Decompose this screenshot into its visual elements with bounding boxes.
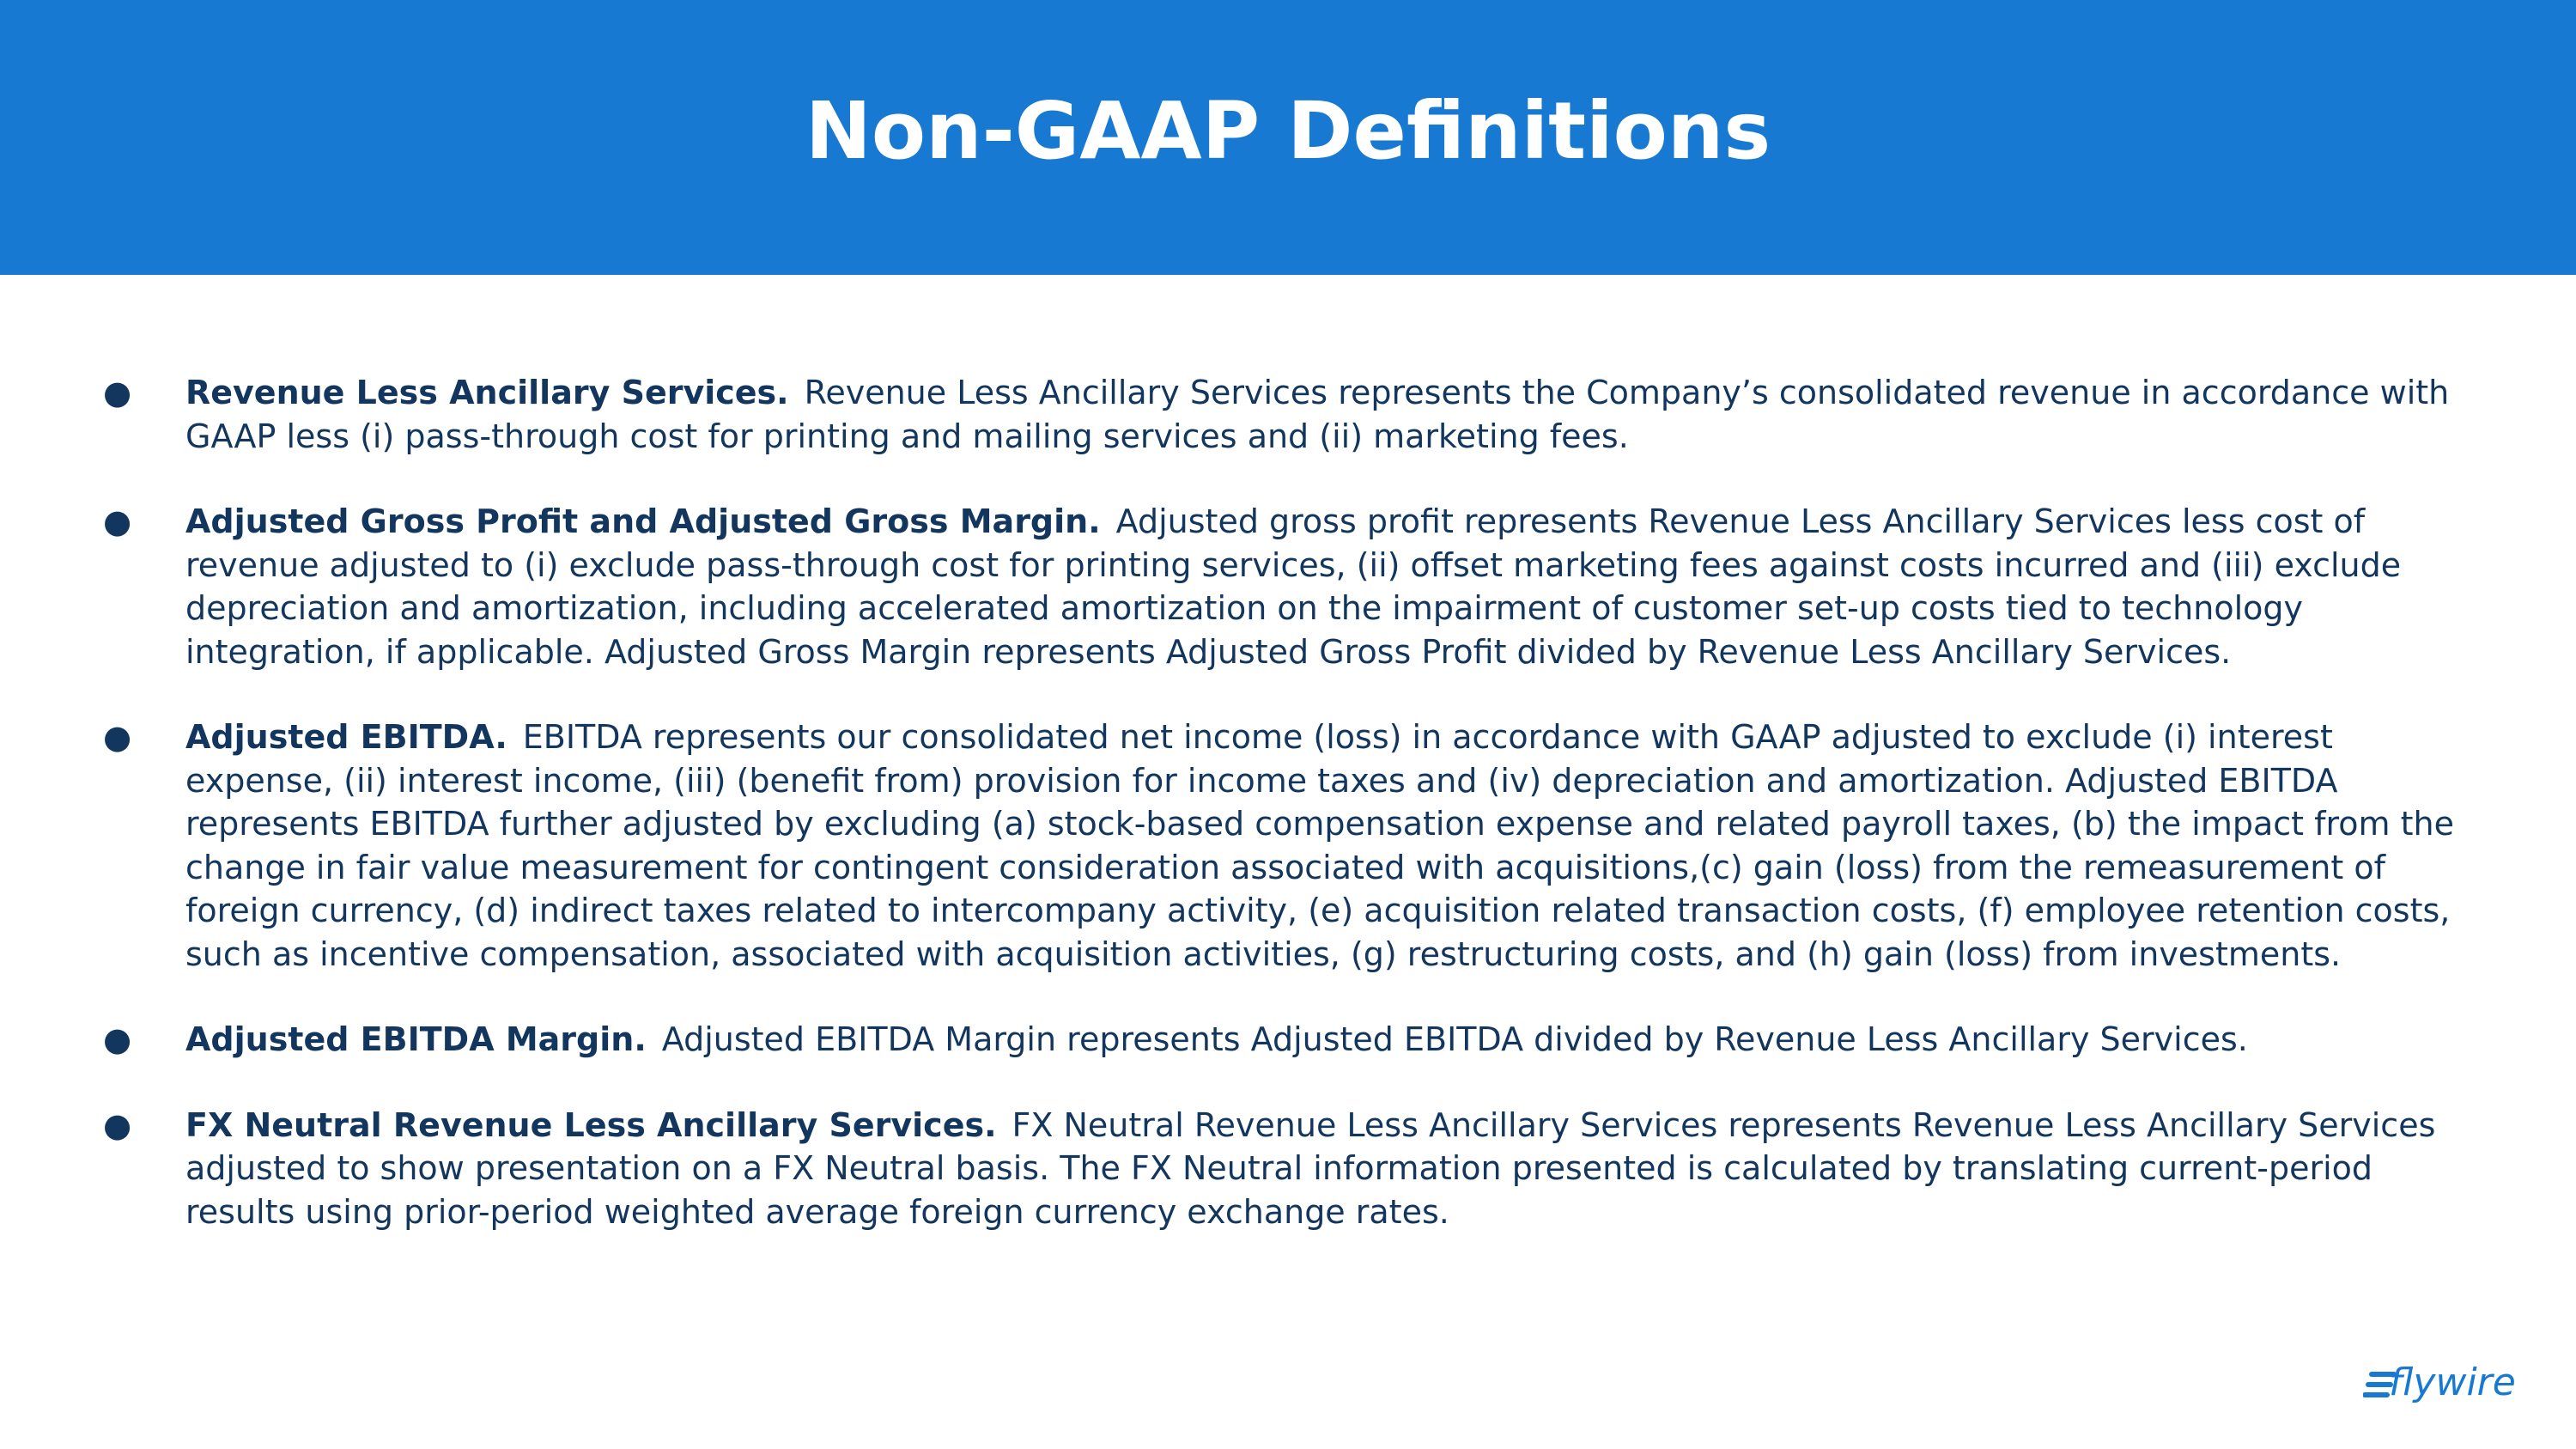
- definition-term: FX Neutral Revenue Less Ancillary Services.: [185, 1105, 997, 1144]
- bullet-icon: ●: [103, 1020, 132, 1058]
- definition-text: Adjusted gross profit represents Revenue Less Ancillary Services less cost of revenue adjusted to (i) exclude pass-through cost for printing services, (ii) offset marketing fees against costs incurred and (iii) exclude depreciation and amortization, including accelerated amortization on the impairment of customer set-up costs tied to technology integration, if applicable. Adjusted Gross Margin represents Adjusted Gross Profit divided by Revenue Less Ancillary Services.: [185, 502, 2402, 671]
- definition-text: Revenue Less Ancillary Services represents the Company’s consolidated revenue in accordance with GAAP less (i) pass-through cost for printing and mailing services and (ii) marketing fees.: [185, 374, 2450, 455]
- definition-term: Adjusted EBITDA.: [185, 718, 507, 756]
- bullet-icon: ●: [103, 718, 132, 756]
- flywire-logo-text: flywire: [2389, 1361, 2516, 1404]
- definition-adjusted-gross-profit: [103, 500, 2490, 673]
- flywire-logo: [2363, 1355, 2535, 1412]
- definition-adjusted-ebitda-margin: [103, 1018, 2490, 1062]
- definition-term: Revenue Less Ancillary Services.: [185, 374, 789, 411]
- definition-term: Adjusted Gross Profit and Adjusted Gross Margin.: [185, 502, 1101, 540]
- definition-fx-neutral-revenue: [103, 1104, 2490, 1234]
- definition-text: Adjusted EBITDA Margin represents Adjusted EBITDA divided by Revenue Less Ancillary Services.: [661, 1020, 2248, 1058]
- definition-text: EBITDA represents our consolidated net income (loss) in accordance with GAAP adjusted to exclude (i) interest expense, (ii) interest income, (iii) (benefit from) provision for income taxes and (iv) depreciation and amortization. Adjusted EBITDA represents EBITDA further adjusted by excluding (a) stock-based compensation expense and related payroll taxes, (b) the impact from the change in fair value measurement for contingent consideration associated with acquisitions,(c) gain (loss) from the remeasurement of foreign currency, (d) indirect taxes related to intercompany activity, (e) acquisition related transaction costs, (f) employee retention costs, such as incentive compensation, associated with acquisition activities, (g) restructuring costs, and (h) gain (loss) from investments.: [185, 718, 2454, 973]
- definitions-list: [103, 371, 2490, 1275]
- page-title: Non-GAAP Definitions: [805, 84, 1771, 177]
- definition-revenue-less-ancillary: [103, 371, 2490, 458]
- definition-term: Adjusted EBITDA Margin.: [185, 1020, 647, 1058]
- bullet-icon: ●: [103, 1105, 132, 1144]
- definition-adjusted-ebitda: [103, 715, 2490, 976]
- bullet-icon: ●: [103, 502, 132, 540]
- bullet-icon: ●: [103, 374, 132, 411]
- definition-text: FX Neutral Revenue Less Ancillary Services represents Revenue Less Ancillary Services adjusted to show presentation on a FX Neutral basis. The FX Neutral information presented is calculated by translating current-period results using prior-period weighted average foreign currency exchange rates.: [185, 1105, 2436, 1231]
- title-banner: [0, 0, 2576, 275]
